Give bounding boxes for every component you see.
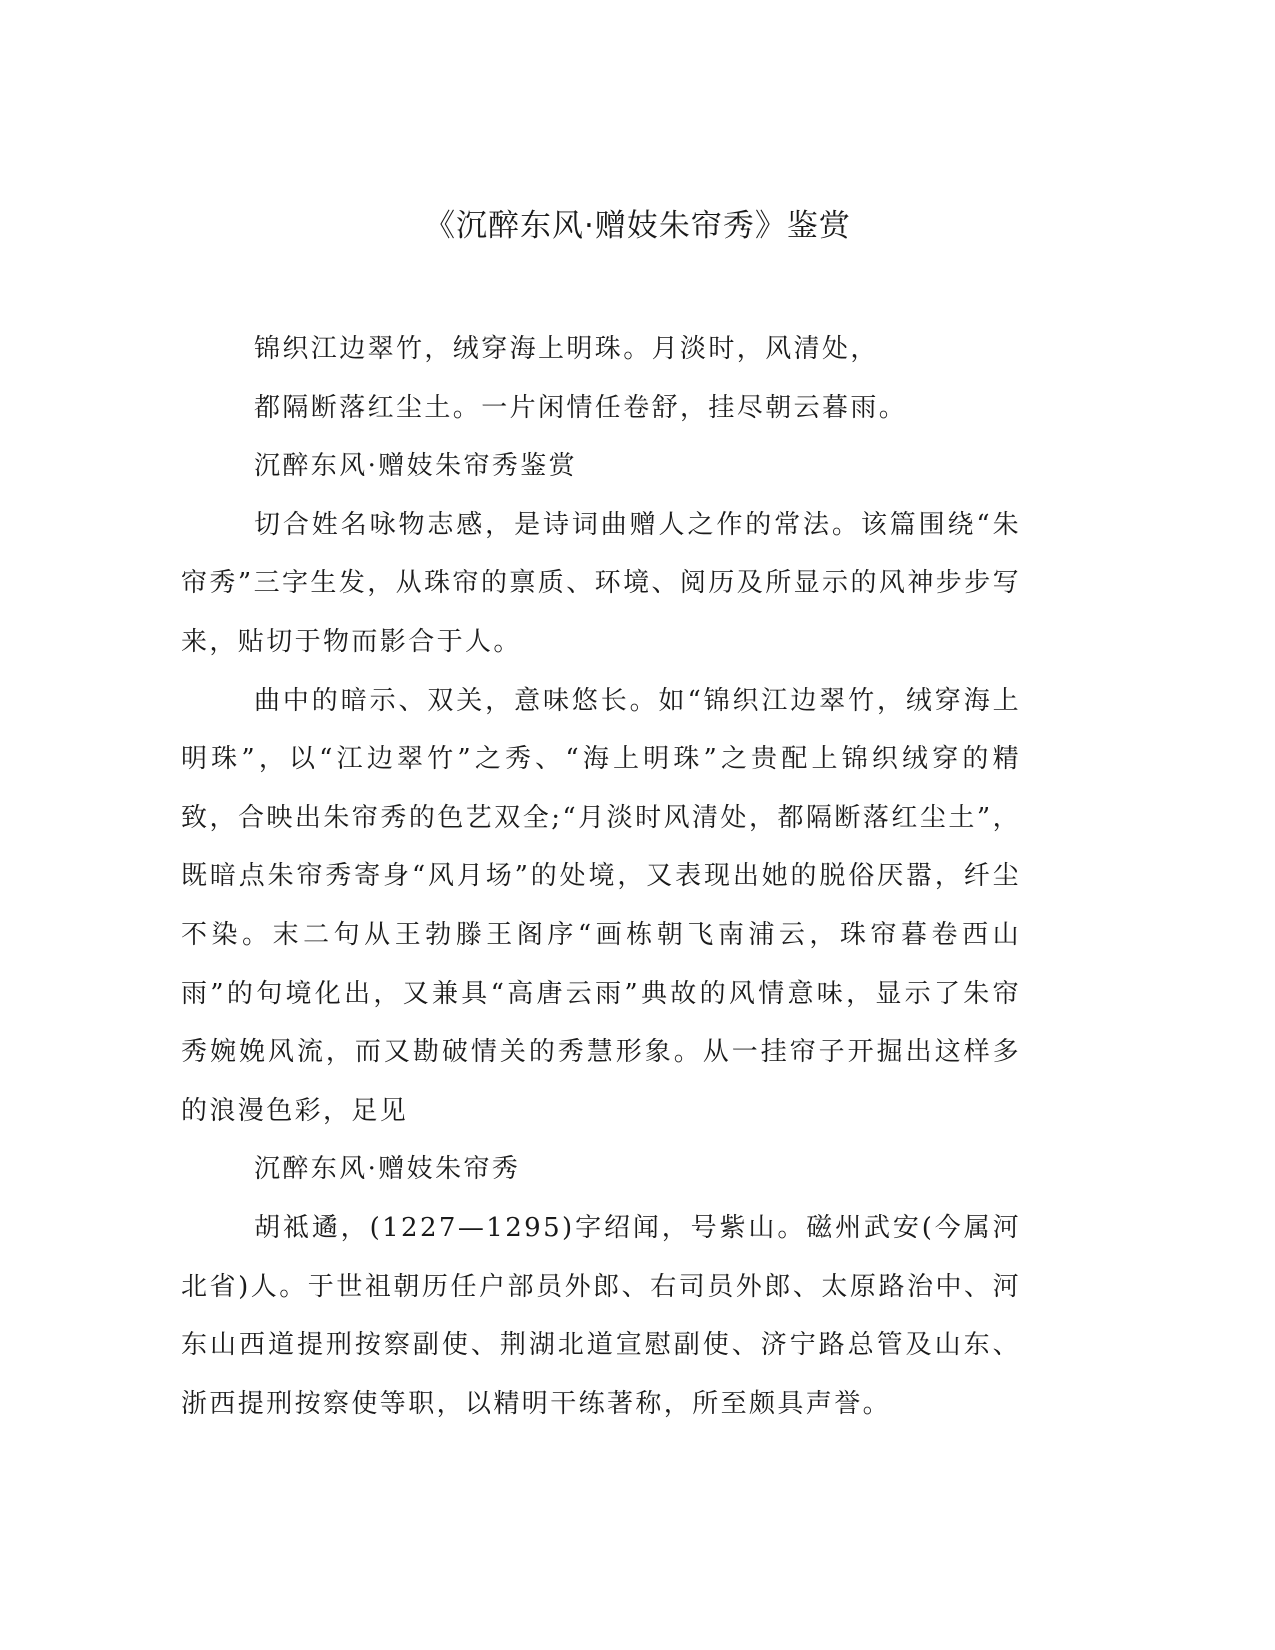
- section-heading-poem: 沉醉东风·赠妓朱帘秀: [254, 1154, 521, 1185]
- section-heading-appreciation: 沉醉东风·赠妓朱帘秀鉴赏: [254, 451, 578, 482]
- document-body: [181, 320, 1021, 1433]
- paragraph-analysis: 曲中的暗示、双关，意味悠长。如“锦织江边翠竹，绒穿海上明珠”，以“江边翠竹”之秀、“海上明珠”之贵配上锦织绒穿的精致，合映出朱帘秀的色艺双全;“月淡时风清处，都隔断落红尘土”，既暗点朱帘秀寄身“风月场”的处境，又表现出她的脱俗厌嚣，纤尘不染。末二句从王勃滕王阁序“画栋朝飞南浦云，珠帘暮卷西山雨”的句境化出，又兼具“高唐云雨”典故的风情意味，显示了朱帘秀婉娩风流，而又勘破情关的秀慧形象。从一挂帘子开掘出这样多的浪漫色彩，足见: [181, 685, 1021, 1126]
- poem-line-2: 都隔断落红尘土。一片闲情任卷舒，挂尽朝云暮雨。: [254, 392, 908, 423]
- paragraph-intro: 切合姓名咏物志感，是诗词曲赠人之作的常法。该篇围绕“朱帘秀”三字生发，从珠帘的禀质、环境、阅历及所显示的风神步步写来，贴切于物而影合于人。: [181, 509, 1021, 657]
- document-title: 《沉醉东风·赠妓朱帘秀》鉴赏: [424, 208, 851, 244]
- paragraph-author: 胡祗遹，(1227—1295)字绍闻，号紫山。磁州武安(今属河北省)人。于世祖朝历任户部员外郎、右司员外郎、太原路治中、河东山西道提刑按察副使、荆湖北道宣慰副使、济宁路总管及山东、浙西提刑按察使等职，以精明干练著称，所至颇具声誉。: [181, 1212, 1021, 1419]
- poem-line-1: 锦织江边翠竹，绒穿海上明珠。月淡时，风清处，: [254, 334, 879, 364]
